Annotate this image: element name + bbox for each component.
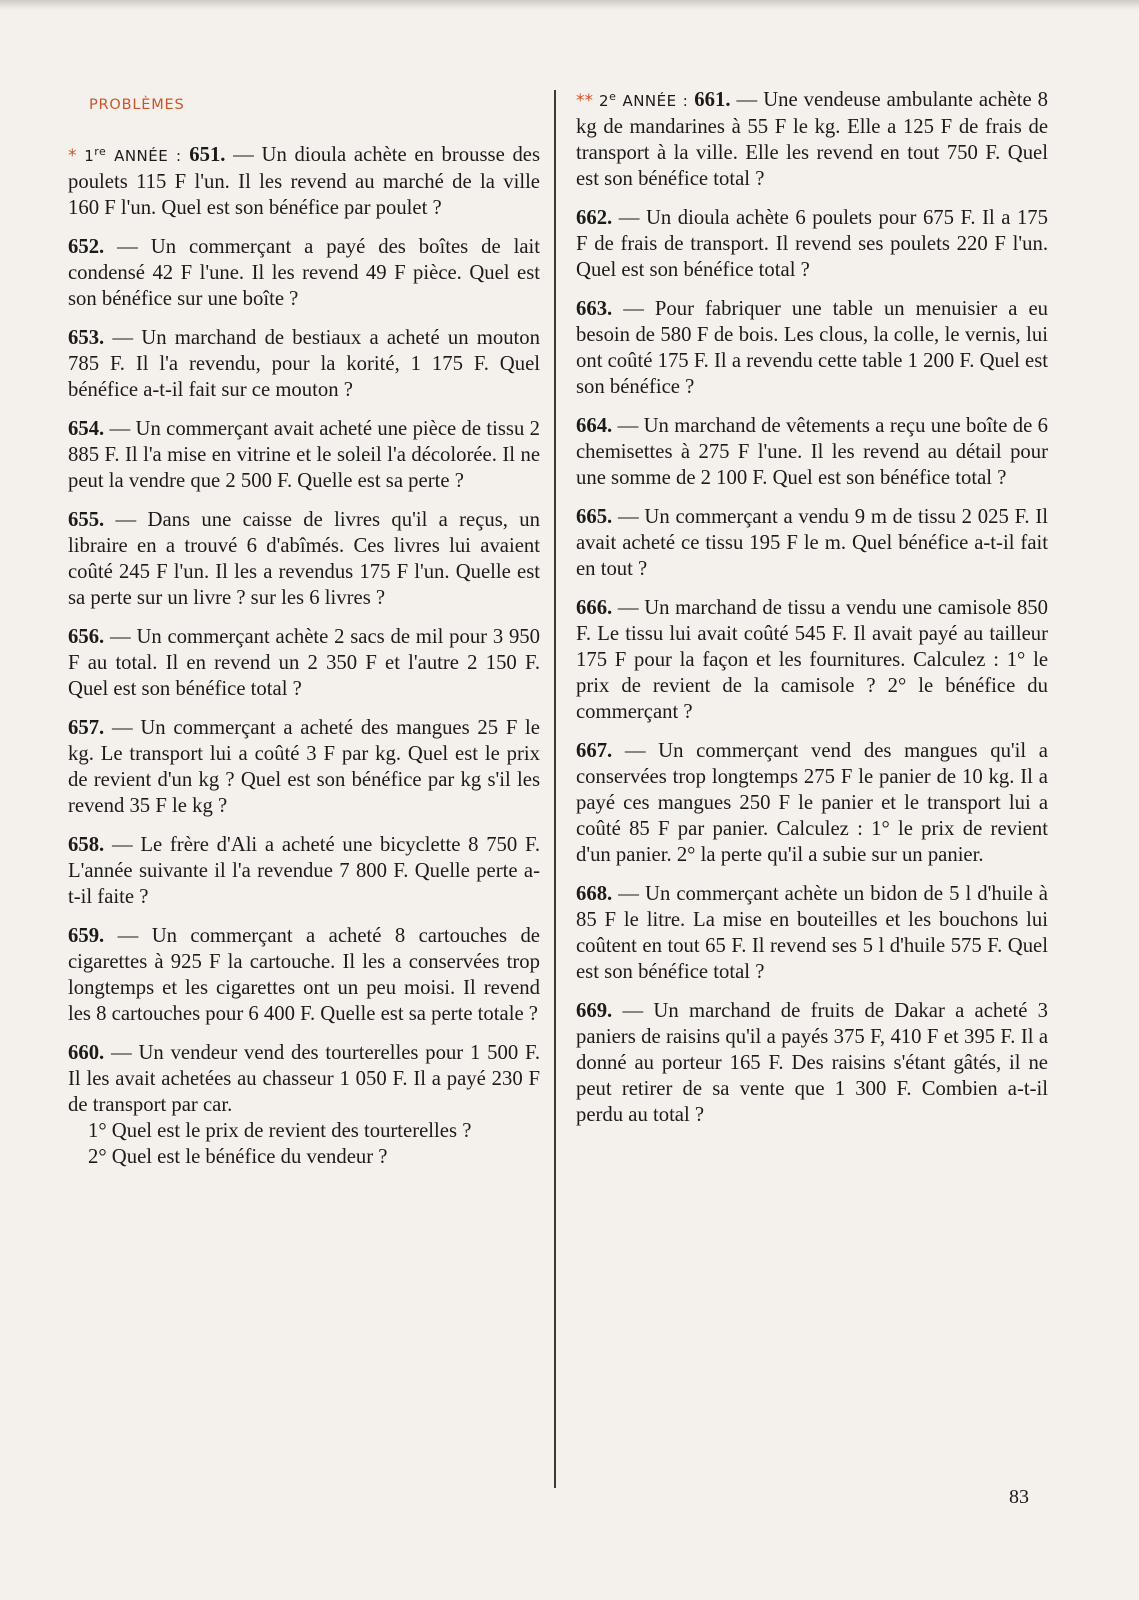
page-number: 83 — [1009, 1486, 1029, 1508]
problem-number: 657. — [68, 717, 105, 739]
problem-text: — Un commerçant a payé des boîtes de lait condensé 42 F l'une. Il les revend 49 F pièce. Quel est son bénéfice sur une boîte ? — [68, 236, 540, 310]
problem-number: 651. — [189, 144, 226, 166]
column-divider — [554, 90, 556, 1488]
problem-text: — Un marchand de fruits de Dakar a acheté 3 paniers de raisins qu'il a payés 375 F, 410 F et 395 F. Il a donné au porteur 165 F. Des raisins s'étant gâtés, il ne peut retirer de sa vente que 1 300 F. Combien a-t-il perdu au total ? — [576, 1000, 1048, 1126]
left-column — [68, 84, 540, 1183]
problem-653 — [68, 325, 540, 403]
problem-664 — [576, 413, 1048, 491]
problem-number: 669. — [576, 1000, 613, 1022]
problem-665 — [576, 504, 1048, 582]
problem-number: 663. — [576, 298, 613, 320]
problem-text: — Un marchand de vêtements a reçu une boîte de 6 chemisettes à 275 F l'une. Il les revend au détail pour une somme de 2 100 F. Quel est son bénéfice total ? — [576, 415, 1048, 489]
right-column — [576, 84, 1048, 1141]
problem-text: — Un commerçant a vendu 9 m de tissu 2 025 F. Il avait acheté ce tissu 195 F le m. Quel bénéfice a-t-il fait en tout ? — [576, 506, 1048, 580]
problem-text: — Un commerçant achète 2 sacs de mil pour 3 950 F au total. Il en revend un 2 350 F et l'autre 2 150 F. Quel est son bénéfice total ? — [68, 626, 540, 700]
problem-667 — [576, 738, 1048, 868]
problem-text: — Un dioula achète 6 poulets pour 675 F. Il a 175 F de frais de transport. Il revend ses poulets 220 F l'un. Quel est son bénéfice total ? — [576, 207, 1048, 281]
problem-number: 661. — [694, 89, 731, 111]
problem-text: — Une vendeuse ambulante achète 8 kg de mandarines à 55 F le kg. Elle a 125 F de frais de transport à la ville. Elle les revend en tout 750 F. Quel est son bénéfice total ? — [576, 89, 1049, 190]
problem-text: — Un commerçant a acheté 8 cartouches de cigarettes à 925 F la cartouche. Il les a conservées trop longtemps et les cigarettes ont un peu moisi. Il revend les 8 cartouches pour 6 400 F. Quelle est sa perte totale ? — [68, 925, 540, 1025]
problem-number: 659. — [68, 925, 105, 947]
year-label: 2e ANNÉE : — [599, 90, 689, 110]
problem-text: — Un vendeur vend des tourterelles pour 1 500 F. Il les avait achetées au chasseur 1 050 F. Il a payé 230 F de transport par car. — [68, 1042, 540, 1116]
problem-number: 656. — [68, 626, 105, 648]
question-1: 1° Quel est le prix de revient des tourterelles ? — [88, 1120, 472, 1142]
problem-651 — [68, 139, 540, 221]
question-2: 2° Quel est le bénéfice du vendeur ? — [88, 1146, 388, 1168]
problem-656 — [68, 624, 540, 702]
problem-text: — Un dioula achète en brousse des poulets 115 F l'un. Il les revend au marché de la ville 160 F l'un. Quel est son bénéfice par poulet ? — [68, 144, 541, 219]
problem-658 — [68, 832, 540, 910]
problem-number: 653. — [68, 327, 105, 349]
problem-660 — [68, 1040, 540, 1170]
problem-text: — Un marchand de tissu a vendu une camisole 850 F. Le tissu lui avait coûté 545 F. Il avait payé au tailleur 175 F pour la façon et les fournitures. Calculez : 1° le prix de revient de la camisole ? 2° le bénéfice du commerçant ? — [576, 597, 1048, 723]
problem-652 — [68, 234, 540, 312]
problem-text: — Un commerçant vend des mangues qu'il a conservées trop longtemps 275 F le panier de 10 kg. Il a payé ces mangues 250 F le panier et le transport lui a coûté 85 F par panier. Calculez : 1° le prix de revient d'un panier. 2° la perte qu'il a subie sur un panier. — [576, 740, 1048, 866]
difficulty-star: * — [68, 146, 77, 166]
problem-654 — [68, 416, 540, 494]
section-title: PROBLÈMES — [89, 97, 185, 113]
problem-666 — [576, 595, 1048, 725]
problem-number: 658. — [68, 834, 105, 856]
problem-659 — [68, 923, 540, 1027]
problem-number: 652. — [68, 236, 105, 258]
problem-number: 666. — [576, 597, 613, 619]
problem-text: — Pour fabriquer une table un menuisier a eu besoin de 580 F de bois. Les clous, la colle, le vernis, lui ont coûté 175 F. Il a revendu cette table 1 200 F. Quel est son bénéfice ? — [576, 298, 1048, 398]
problem-number: 660. — [68, 1042, 105, 1064]
problem-text: — Un commerçant avait acheté une pièce de tissu 2 885 F. Il l'a mise en vitrine et le soleil l'a décolorée. Il ne peut la vendre que 2 500 F. Quelle est sa perte ? — [68, 418, 540, 492]
problem-number: 662. — [576, 207, 613, 229]
problem-number: 664. — [576, 415, 613, 437]
problem-text: — Dans une caisse de livres qu'il a reçus, un libraire en a trouvé 6 d'abîmés. Ces livres lui avaient coûté 245 F l'un. Il les a revendus 175 F l'un. Quelle est sa perte sur un livre ? sur les 6 livres ? — [68, 509, 540, 609]
problem-655 — [68, 507, 540, 611]
problem-text: — Un marchand de bestiaux a acheté un mouton 785 F. Il l'a revendu, pour la korité, 1 175 F. Quel bénéfice a-t-il fait sur ce mouton ? — [68, 327, 540, 401]
problem-number: 668. — [576, 883, 613, 905]
problem-662 — [576, 205, 1048, 283]
problem-number: 667. — [576, 740, 613, 762]
problem-number: 665. — [576, 506, 613, 528]
problem-text: — Un commerçant a acheté des mangues 25 F le kg. Le transport lui a coûté 3 F par kg. Quel est le prix de revient d'un kg ? Quel est son bénéfice par kg s'il les revend 35 F le kg ? — [68, 717, 540, 817]
problem-text: — Un commerçant achète un bidon de 5 l d'huile à 85 F le litre. La mise en bouteilles et les bouchons lui coûtent en tout 65 F. Il revend ses 5 l d'huile 575 F. Quel est son bénéfice total ? — [576, 883, 1048, 983]
difficulty-stars: ** — [576, 91, 593, 111]
problem-668 — [576, 881, 1048, 985]
problem-number: 655. — [68, 509, 105, 531]
problem-669 — [576, 998, 1048, 1128]
problem-number: 654. — [68, 418, 105, 440]
problem-661 — [576, 84, 1048, 192]
problem-text: — Le frère d'Ali a acheté une bicyclette 8 750 F. L'année suivante il l'a revendue 7 800 F. Quelle perte a-t-il faite ? — [68, 834, 540, 908]
year-label: 1re ANNÉE : — [84, 145, 182, 165]
problem-657 — [68, 715, 540, 819]
problem-663 — [576, 296, 1048, 400]
